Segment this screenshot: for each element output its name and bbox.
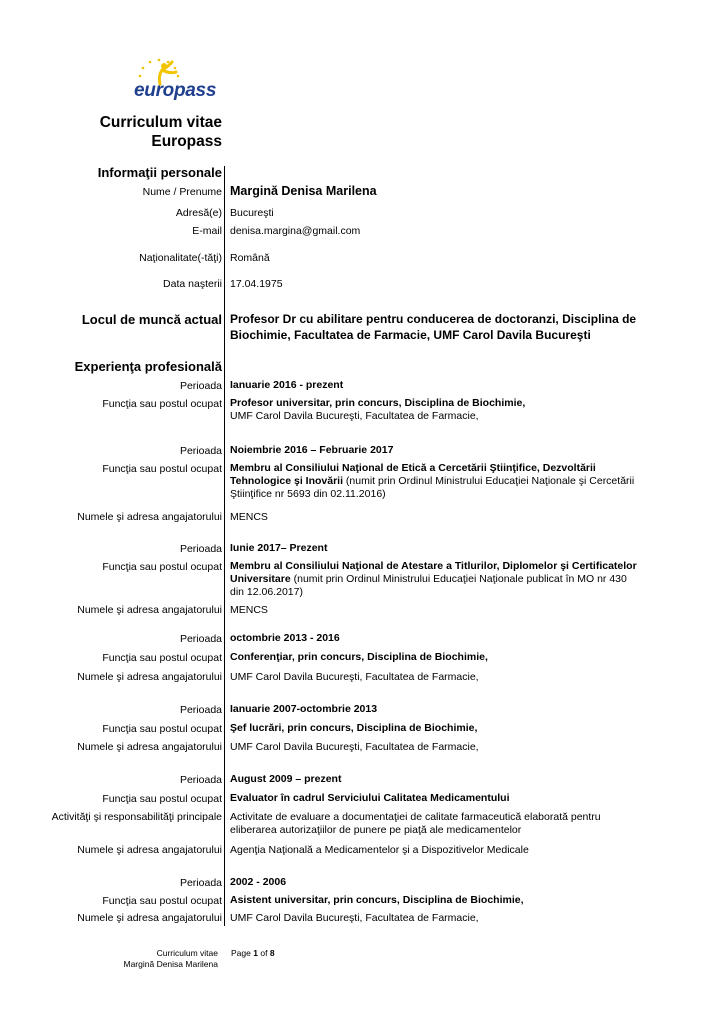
employer-label: Numele şi adresa angajatorului [77, 604, 222, 616]
section-current-work: Locul de muncă actual [81, 312, 222, 327]
employer-label: Numele şi adresa angajatorului [77, 844, 222, 856]
function-value [230, 560, 640, 599]
europass-logo [128, 56, 224, 102]
employer-value: UMF Carol Davila Bucureşti, Facultatea de Farmacie, [230, 741, 479, 753]
function-label: Funcţia sau postul ocupat [102, 723, 222, 735]
function-value [230, 462, 655, 501]
page-prefix: Page [231, 948, 251, 958]
function-label: Funcţia sau postul ocupat [102, 793, 222, 805]
email-label: E-mail [192, 225, 222, 237]
period-value: Ianuarie 2007-octombrie 2013 [230, 703, 378, 715]
function-title: Profesor universitar, prin concurs, Disciplina de Biochimie, [230, 397, 526, 409]
employer-label: Numele şi adresa angajatorului [77, 511, 222, 523]
period-label: Perioada [179, 774, 222, 786]
page-total: 8 [269, 948, 275, 958]
function-label: Funcţia sau postul ocupat [102, 398, 222, 410]
function-title: Membru al Consiliului Naţional de Etică a Cercetării Ştiinţifice, Dezvoltării Tehnologice şi Inovării [230, 462, 596, 487]
employer-value: MENCS [230, 604, 268, 616]
period-value: Ianuarie 2016 - prezent [230, 379, 344, 391]
logo-text: europass [134, 80, 217, 101]
employer-value: Agenţia Naţională a Medicamentelor şi a Dispozitivelor Medicale [230, 844, 529, 856]
employer-label: Numele şi adresa angajatorului [77, 912, 222, 924]
function-note: (numit prin Ordinul Ministrului Educaţiei Naţionale şi Cercetării Ştiinţifice nr 5693 din 02.11.2016) [230, 475, 635, 500]
function-note: (numit prin Ordinul Ministrului Educaţiei Naţionale publicat în MO nr 430 din 12.06.2017) [230, 573, 627, 598]
period-value: Iunie 2017– Prezent [230, 542, 328, 554]
name-label: Nume / Prenume [142, 186, 222, 198]
period-label: Perioada [179, 543, 222, 555]
function-value: Conferenţiar, prin concurs, Disciplina de Biochimie, [230, 651, 488, 663]
cv-title-line2: Europass [151, 133, 222, 150]
period-label: Perioada [179, 704, 222, 716]
employer-label: Numele şi adresa angajatorului [77, 741, 222, 753]
period-label: Perioada [179, 633, 222, 645]
period-label: Perioada [179, 445, 222, 457]
section-experience: Experienţa profesională [74, 359, 222, 374]
employer-value: UMF Carol Davila Bucureşti, Facultatea de Farmacie, [230, 671, 479, 683]
page-of: of [260, 948, 268, 958]
period-label: Perioada [179, 380, 222, 392]
footer-cv-label: Curriculum vitae [156, 948, 218, 958]
current-work-value: Profesor Dr cu abilitare pentru conducerea de doctoranzi, Disciplina de Biochimie, Facultatea de Farmacie, UMF Carol Davila Bucureşti [230, 312, 637, 342]
address-value: Bucureşti [230, 207, 274, 219]
function-title: Membru al Consiliului Naţional de Atestare a Titlurilor, Diplomelor şi Certificatelor Universitare [230, 560, 637, 585]
activities-value: Activitate de evaluare a documentaţiei de calitate farmaceutică elaborată pentru eliberarea autorizaţiilor de punere pe piaţă ale medicamentelor [230, 811, 601, 836]
function-value [230, 397, 680, 423]
column-divider [224, 166, 225, 926]
footer-cv-name: Margină Denisa Marilena [123, 959, 218, 969]
birth-label: Data naşterii [163, 278, 222, 290]
function-label: Funcţia sau postul ocupat [102, 463, 222, 475]
function-value: Evaluator în cadrul Serviciului Calitatea Medicamentului [230, 792, 510, 804]
nationality-label: Naţionalitate(-tăţi) [139, 252, 222, 264]
page-indicator [231, 948, 275, 958]
employer-value: UMF Carol Davila Bucureşti, Facultatea de Farmacie, [230, 912, 479, 924]
period-label: Perioada [179, 877, 222, 889]
email-value[interactable]: denisa.margina@gmail.com [230, 225, 361, 237]
period-value: 2002 - 2006 [230, 876, 287, 888]
function-label: Funcţia sau postul ocupat [102, 895, 222, 907]
function-label: Funcţia sau postul ocupat [102, 652, 222, 664]
birth-value: 17.04.1975 [230, 278, 283, 290]
period-value: octombrie 2013 - 2016 [230, 632, 340, 644]
activities-label: Activităţi şi responsabilităţi principale [51, 811, 222, 823]
period-value: August 2009 – prezent [230, 773, 342, 785]
function-note: UMF Carol Davila Bucureşti, Facultatea de Farmacie, [230, 410, 479, 422]
employer-label: Numele şi adresa angajatorului [77, 671, 222, 683]
function-value: Şef lucrări, prin concurs, Disciplina de Biochimie, [230, 722, 478, 734]
function-label: Funcţia sau postul ocupat [102, 561, 222, 573]
page-current: 1 [253, 948, 258, 958]
nationality-value: Română [230, 252, 270, 264]
period-value: Noiembrie 2016 – Februarie 2017 [230, 444, 394, 456]
function-value: Asistent universitar, prin concurs, Disciplina de Biochimie, [230, 894, 524, 906]
section-personal-info: Informaţii personale [97, 165, 222, 180]
address-label: Adresă(e) [175, 207, 222, 219]
cv-title-line1: Curriculum vitae [99, 114, 222, 131]
employer-value: MENCS [230, 511, 268, 523]
name-value: Margină Denisa Marilena [230, 184, 377, 198]
